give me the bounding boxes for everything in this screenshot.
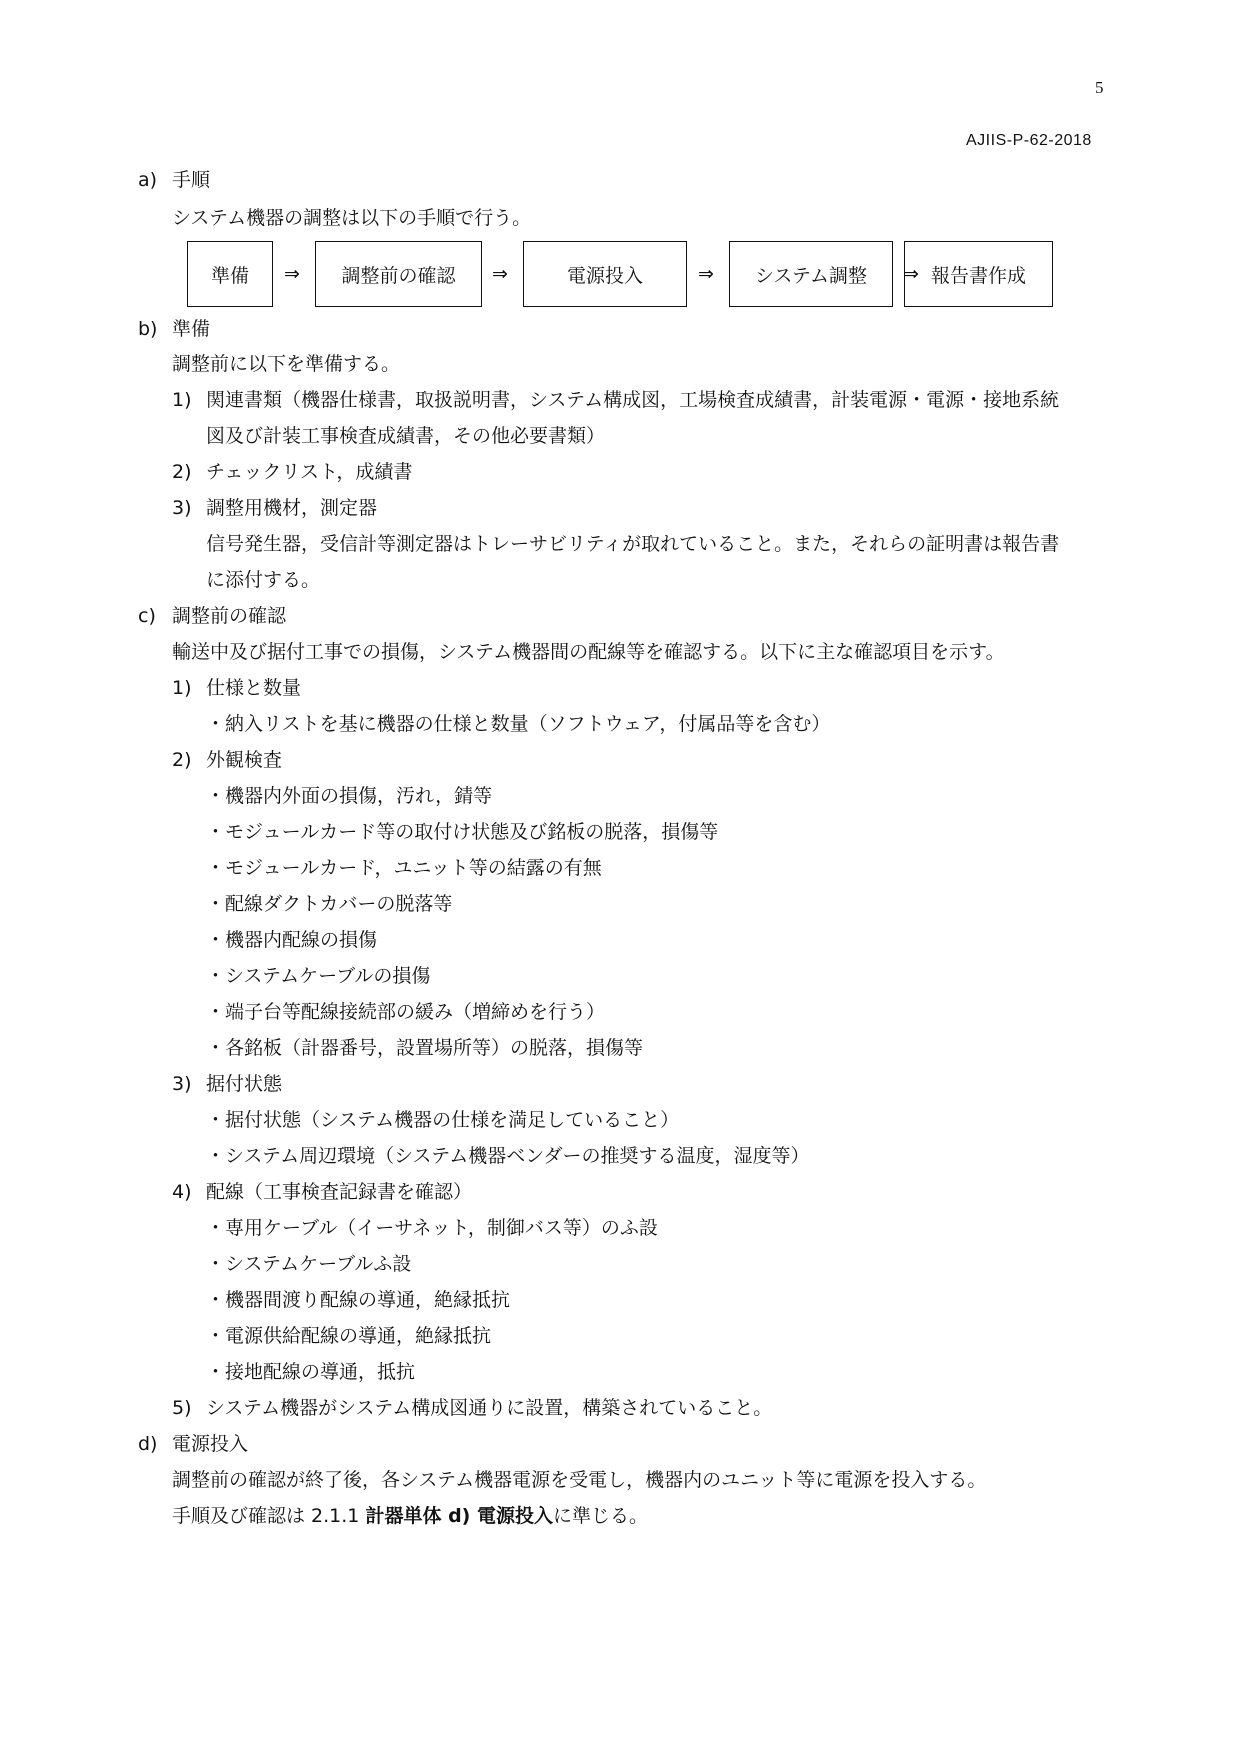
list-item: 2) 外観検査 bbox=[172, 749, 283, 771]
list-item: 1) 関連書類（機器仕様書，取扱説明書，システム構成図，工場検査成績書，計装電源・電源・接地系統 bbox=[172, 389, 1060, 411]
list-item: 4) 配線（工事検査記録書を確認） bbox=[172, 1181, 473, 1203]
bullet-item: ・納入リストを基に機器の仕様と数量（ソフトウェア，付属品等を含む） bbox=[206, 713, 831, 735]
section-d-text: 調整前の確認が終了後，各システム機器電源を受電し，機器内のユニット等に電源を投入する。 bbox=[172, 1469, 987, 1491]
section-a-heading: a) 手順 bbox=[138, 169, 211, 191]
flow-arrow: ⇒ bbox=[698, 263, 714, 285]
section-a-intro: システム機器の調整は以下の手順で行う。 bbox=[172, 207, 532, 229]
flow-step-3: 電源投入 bbox=[523, 241, 687, 307]
flow-step-1: 準備 bbox=[187, 241, 273, 307]
bullet-item: ・機器内外面の損傷，汚れ，錆等 bbox=[206, 785, 493, 807]
reference-link: 計器単体 bbox=[365, 1505, 442, 1527]
section-d-reference: 手順及び確認は 2.1.1 計器単体 d) 電源投入に準じる。 bbox=[172, 1505, 648, 1527]
section-c-heading: c) 調整前の確認 bbox=[138, 605, 287, 627]
bullet-item: ・配線ダクトカバーの脱落等 bbox=[206, 893, 453, 915]
flow-arrow: ⇒ bbox=[903, 263, 919, 285]
bullet-item: ・モジュールカード等の取付け状態及び銘板の脱落，損傷等 bbox=[206, 821, 719, 843]
bullet-item: ・モジュールカード，ユニット等の結露の有無 bbox=[206, 857, 602, 879]
flow-step-5: 報告書作成 bbox=[904, 241, 1053, 307]
list-item-continuation: 信号発生器，受信計等測定器はトレーサビリティが取れていること。また，それらの証明書は報告書 bbox=[206, 533, 1060, 555]
list-item: 5) システム機器がシステム構成図通りに設置，構築されていること。 bbox=[172, 1397, 773, 1419]
bullet-item: ・システムケーブルふ設 bbox=[206, 1253, 412, 1275]
list-item: 3) 調整用機材，測定器 bbox=[172, 497, 378, 519]
flow-arrow: ⇒ bbox=[284, 263, 300, 285]
list-item: 1) 仕様と数量 bbox=[172, 677, 302, 699]
bullet-item: ・電源供給配線の導通，絶縁抵抗 bbox=[206, 1325, 492, 1347]
list-item: 2) チェックリスト，成績書 bbox=[172, 461, 413, 483]
flow-step-2: 調整前の確認 bbox=[315, 241, 482, 307]
bullet-item: ・端子台等配線接続部の緩み（増締めを行う） bbox=[206, 1001, 606, 1023]
flow-step-4: システム調整 bbox=[729, 241, 893, 307]
section-d-heading: d) 電源投入 bbox=[138, 1433, 249, 1455]
bullet-item: ・機器内配線の損傷 bbox=[206, 929, 378, 951]
list-item: 3) 据付状態 bbox=[172, 1073, 283, 1095]
bullet-item: ・機器間渡り配線の導通，絶縁抵抗 bbox=[206, 1289, 511, 1311]
section-b-heading: b) 準備 bbox=[138, 318, 211, 340]
list-item-continuation: 図及び計装工事検査成績書，その他必要書類） bbox=[206, 425, 606, 447]
section-c-intro: 輸送中及び据付工事での損傷，システム機器間の配線等を確認する。以下に主な確認項目を示す。 bbox=[172, 641, 1005, 663]
document-id: AJIIS-P-62-2018 bbox=[966, 132, 1092, 149]
bullet-item: ・据付状態（システム機器の仕様を満足していること） bbox=[206, 1109, 680, 1131]
bullet-item: ・各銘板（計器番号，設置場所等）の脱落，損傷等 bbox=[206, 1037, 644, 1059]
bullet-item: ・接地配線の導通，抵抗 bbox=[206, 1361, 416, 1383]
bullet-item: ・専用ケーブル（イーサネット，制御バス等）のふ設 bbox=[206, 1217, 658, 1239]
procedure-flow bbox=[187, 241, 1057, 309]
bullet-item: ・システム周辺環境（システム機器ベンダーの推奨する温度，湿度等） bbox=[206, 1145, 810, 1167]
list-item-continuation: に添付する。 bbox=[206, 569, 321, 591]
bullet-item: ・システムケーブルの損傷 bbox=[206, 965, 431, 987]
page-number: 5 bbox=[1095, 78, 1104, 97]
flow-arrow: ⇒ bbox=[492, 263, 508, 285]
section-b-intro: 調整前に以下を準備する。 bbox=[172, 353, 401, 375]
reference-link: 電源投入 bbox=[476, 1505, 553, 1527]
